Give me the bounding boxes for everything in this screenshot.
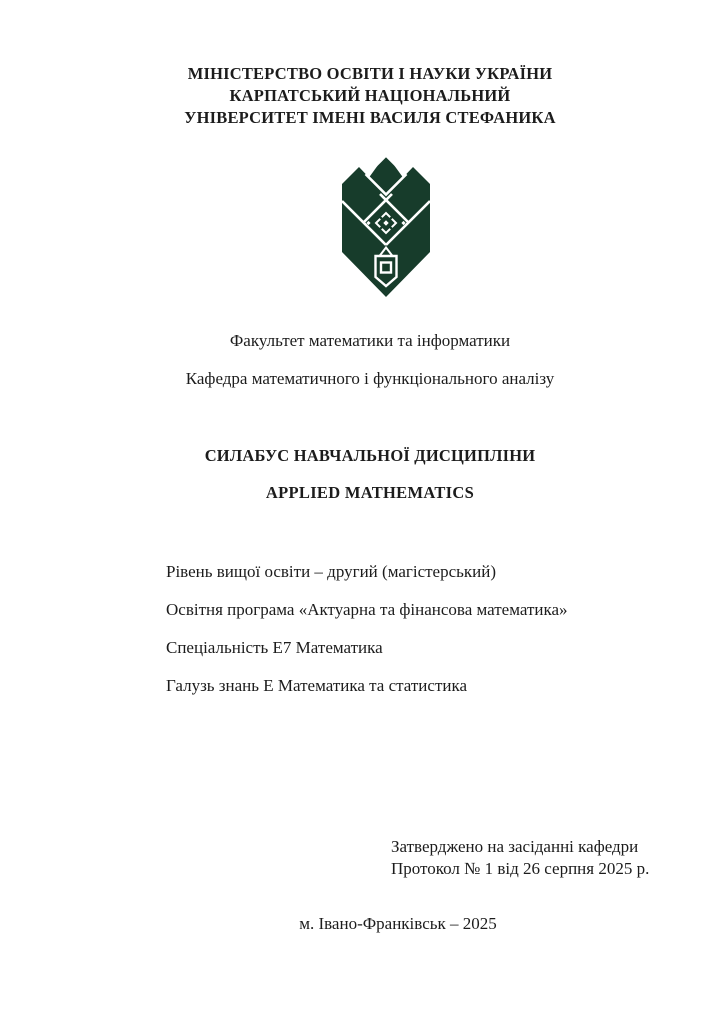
ministry-header	[16, 63, 724, 128]
specialty-line: Спеціальність Е7 Математика	[166, 638, 383, 657]
document-title: СИЛАБУС НАВЧАЛЬНОЇ ДИСЦИПЛІНИ	[204, 446, 536, 465]
ministry-line: МІНІСТЕРСТВО ОСВІТИ І НАУКИ УКРАЇНИ	[187, 64, 553, 83]
faculty-line: Факультет математики та інформатики	[229, 331, 511, 350]
university-name-line-2: УНІВЕРСИТЕТ ІМЕНІ ВАСИЛЯ СТЕФАНИКА	[184, 107, 556, 127]
program-details	[166, 562, 568, 714]
department-line: Кафедра математичного і функціонального аналізу	[185, 369, 555, 388]
city-year-line: м. Івано-Франківськ – 2025	[299, 914, 497, 933]
approval-block	[391, 836, 649, 881]
course-title: APPLIED MATHEMATICS	[265, 483, 475, 502]
university-name-line-1: КАРПАТСЬКИЙ НАЦІОНАЛЬНИЙ	[229, 85, 511, 105]
education-program-line: Освітня програма «Актуарна та фінансова математика»	[166, 600, 568, 619]
education-level-line: Рівень вищої освіти – другий (магістерський)	[166, 562, 497, 581]
university-logo	[342, 154, 430, 297]
university-emblem-icon	[342, 154, 430, 297]
protocol-line: Протокол № 1 від 26 серпня 2025 р.	[391, 859, 650, 879]
approval-line: Затверджено на засіданні кафедри	[391, 837, 639, 856]
field-of-knowledge-line: Галузь знань Е Математика та статистика	[166, 676, 468, 695]
